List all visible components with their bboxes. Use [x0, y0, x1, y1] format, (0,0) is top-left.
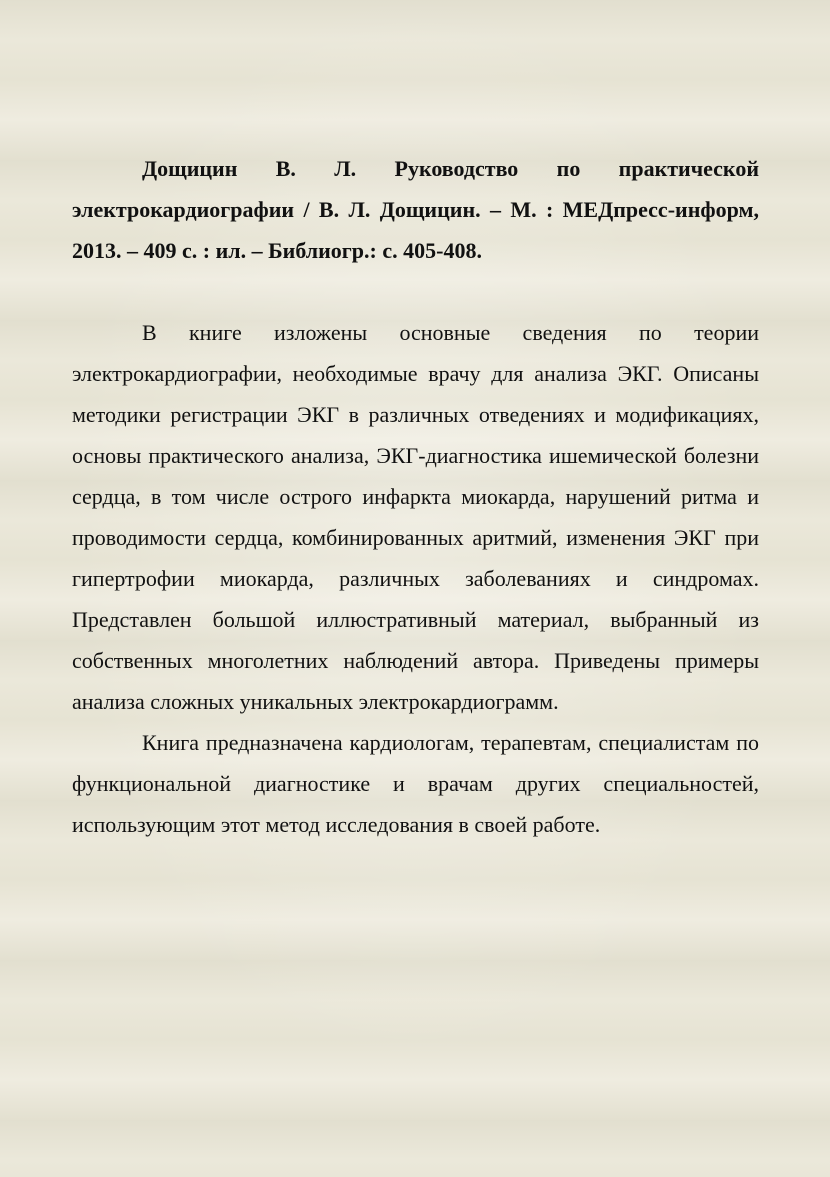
- document-page: [72, 148, 759, 845]
- annotation-paragraph: В книге изложены основные сведения по теории электрокардиографии, необходимые врачу для анализа ЭКГ. Описаны методики регистрации ЭКГ в различных отведениях и модификациях, основы практического анализа, ЭКГ-диагностика ишемической болезни сердца, в том числе острого инфаркта миокарда, нарушений ритма и проводимости сердца, комбинированных аритмий, изменения ЭКГ при гипертрофии миокарда, различных заболеваниях и синдромах. Представлен большой иллюстративный материал, выбранный из собственных многолетних наблюдений автора. Приведены примеры анализа сложных уникальных электрокардиограмм.: [72, 320, 759, 714]
- audience-paragraph: Книга предназначена кардиологам, терапевтам, специалистам по функциональной диагностике и врачам других специальностей, использующим этот метод исследования в своей работе.: [72, 730, 759, 837]
- paragraph-spacer: [72, 271, 759, 312]
- bibliographic-citation: Дощицин В. Л. Руководство по практической электрокардиографии / В. Л. Дощицин. – М. : МЕДпресс-информ, 2013. – 409 с. : ил. – Библиогр.: с. 405-408.: [72, 156, 759, 263]
